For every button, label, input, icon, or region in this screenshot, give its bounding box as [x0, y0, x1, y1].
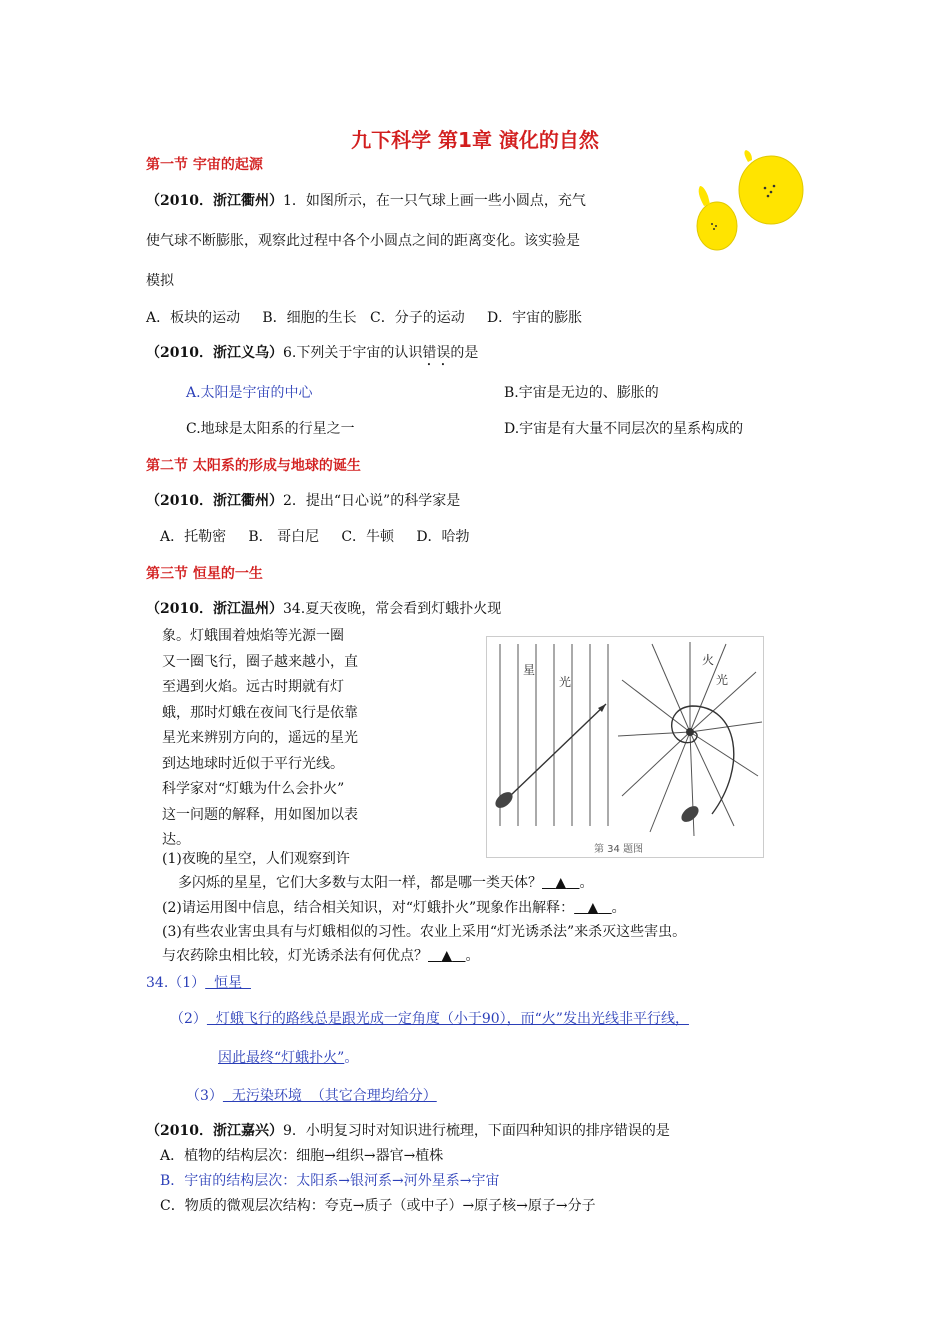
- balloon-dot: [767, 195, 770, 198]
- answer-1-line: [146, 972, 251, 992]
- q34-part-1-end: 。: [579, 875, 594, 891]
- section-2-heading: 第二节 太阳系的形成与地球的诞生: [146, 458, 361, 474]
- q6-option-a: A.太阳是宇宙的中心: [186, 385, 313, 401]
- q1-line-1: [146, 190, 586, 210]
- q34-paragraph: [162, 624, 358, 854]
- q34-part-3a: (3)有些农业害虫具有与灯蛾相似的习性。农业上采用“灯光诱杀法”来杀灭这些害虫。: [162, 924, 687, 940]
- answer-3-label: （3）: [186, 1088, 223, 1104]
- answer-blank-1: [542, 875, 580, 891]
- q9-option-a: A．植物的结构层次：细胞→组织→器官→植株: [160, 1148, 444, 1164]
- q9-option-c: C．物质的微观层次结构：夸克→质子（或中子）→原子核→原子→分子: [160, 1198, 596, 1214]
- answer-2-end: 。: [344, 1050, 359, 1066]
- q34-part-1b-line: [178, 872, 594, 892]
- q34-text-line: 又一圈飞行，圈子越来越小，直: [162, 653, 358, 670]
- answer-2b: 因此最终“灯蛾扑火”: [218, 1050, 345, 1066]
- q2-source: （2010．浙江衢州）: [146, 493, 283, 509]
- q34-part-2: (2)请运用图中信息，结合相关知识，对“灯蛾扑火”现象作出解释：: [162, 900, 575, 916]
- q6-stem-c: 的是: [450, 345, 479, 361]
- q1-stem-2: 使气球不断膨胀，观察此过程中各个小圆点之间的距离变化。该实验是: [146, 233, 580, 249]
- q34-part-3-end: 。: [465, 948, 480, 964]
- balloon-dot: [773, 185, 776, 188]
- q1-stem-1: 1．如图所示，在一只气球上画一些小圆点，充气: [282, 193, 586, 209]
- q34-stem-0: 34.夏天夜晚，常会看到灯蛾扑火现: [282, 601, 502, 617]
- q34-text-line: 科学家对“灯蛾为什么会扑火”: [162, 781, 345, 797]
- answer-2b-line: [218, 1047, 358, 1067]
- q6-stem: [146, 342, 478, 369]
- q6-stem-a: 6.下列关于宇宙的认识: [282, 345, 423, 361]
- blank-triangle: ▲: [555, 875, 567, 891]
- q34-source: （2010．浙江温州）: [146, 601, 283, 617]
- q2-stem: 2．提出“日心说”的科学家是: [282, 493, 461, 509]
- fig-label-light: 光: [559, 675, 572, 689]
- answer-blank-3: [428, 948, 466, 964]
- answer-2-label: （2）: [170, 1011, 207, 1027]
- q1-options: A．板块的运动 B．细胞的生长 C．分子的运动 D．宇宙的膨胀: [146, 310, 583, 326]
- q9-source: （2010．浙江嘉兴）: [146, 1123, 283, 1139]
- q34-part-3b-line: [162, 945, 480, 965]
- balloon-figure: [690, 148, 810, 260]
- flame-icon: [686, 728, 694, 736]
- q34-part-1b: 多闪烁的星星，它们大多数与太阳一样，都是哪一类天体？: [178, 875, 542, 891]
- fig-label-light-2: 光: [716, 673, 729, 687]
- page-title: 九下科学 第1章 演化的自然: [351, 128, 599, 152]
- q34-part-1a: (1)夜晚的星空，人们观察到许: [162, 851, 350, 867]
- big-balloon-knot: [744, 150, 752, 162]
- q6-source: （2010．浙江义乌）: [146, 345, 283, 361]
- answer-2-line: [170, 1008, 689, 1028]
- blank-triangle: ▲: [441, 948, 453, 964]
- q34-text-line: 这一问题的解释，用如图加以表: [162, 806, 358, 823]
- balloon-dot: [715, 225, 717, 227]
- q1-source: （2010．浙江衢州）: [146, 193, 283, 209]
- answer-blank-2: [574, 900, 612, 916]
- q34-text-line: 蛾，那时灯蛾在夜间飞行是依靠: [162, 704, 358, 721]
- q34-line-0: [146, 598, 501, 618]
- figure-caption: 第 34 题图: [594, 844, 644, 855]
- fig-label-star: 星: [523, 663, 536, 677]
- q9-stem: 9．小明复习时对知识进行梳理，下面四种知识的排序错误的是: [282, 1123, 670, 1139]
- balloon-dot: [713, 228, 715, 230]
- small-balloon-neck: [699, 186, 710, 206]
- answer-1-label: 34.（1）: [146, 975, 206, 991]
- q9-option-b: B．宇宙的结构层次：太阳系→银河系→河外星系→宇宙: [160, 1173, 500, 1189]
- q9-stem-line: [146, 1120, 670, 1140]
- q34-part-2-line: [162, 897, 626, 917]
- balloon-dot: [711, 223, 713, 225]
- fig-label-fire: 火: [702, 653, 715, 667]
- balloon-dot: [764, 187, 767, 190]
- moth-light-figure: [486, 636, 764, 858]
- q34-text-line: 至遇到火焰。远古时期就有灯: [162, 679, 344, 695]
- answer-2: 灯蛾飞行的路线总是跟光成一定角度（小于90），而“火”发出光线非平行线，: [206, 1011, 689, 1027]
- q34-text-line: 到达地球时近似于平行光线。: [162, 755, 344, 772]
- q34-part-3b: 与农药除虫相比较，灯光诱杀法有何优点？: [162, 948, 428, 964]
- answer-3: 无污染环境 （其它合理均给分）: [222, 1088, 437, 1104]
- q6-stem-emphasis: 错误: [422, 345, 451, 361]
- big-balloon: [739, 156, 803, 224]
- answer-1: 恒星: [205, 975, 251, 991]
- q34-text-line: 星光来辨别方向的，遥远的星光: [162, 730, 358, 746]
- q1-stem-3: 模拟: [146, 273, 174, 289]
- q6-option-c: C.地球是太阳系的行星之一: [186, 421, 355, 437]
- q34-text-line: 象。灯蛾围着烛焰等光源一圈: [162, 628, 344, 644]
- q2-stem-line: [146, 490, 460, 510]
- blank-triangle: ▲: [587, 900, 599, 916]
- section-3-heading: 第三节 恒星的一生: [146, 566, 263, 582]
- section-1-heading: 第一节 宇宙的起源: [146, 157, 263, 173]
- q34-text-line: 达。: [162, 832, 190, 848]
- q34-part-2-end: 。: [611, 900, 626, 916]
- q2-options: A．托勒密 B． 哥白尼 C．牛顿 D．哈勃: [160, 529, 470, 545]
- q6-option-d: D.宇宙是有大量不同层次的星系构成的: [504, 421, 744, 437]
- q6-option-b: B.宇宙是无边的、膨胀的: [504, 385, 659, 401]
- balloon-dot: [770, 191, 773, 194]
- answer-3-line: [186, 1085, 437, 1105]
